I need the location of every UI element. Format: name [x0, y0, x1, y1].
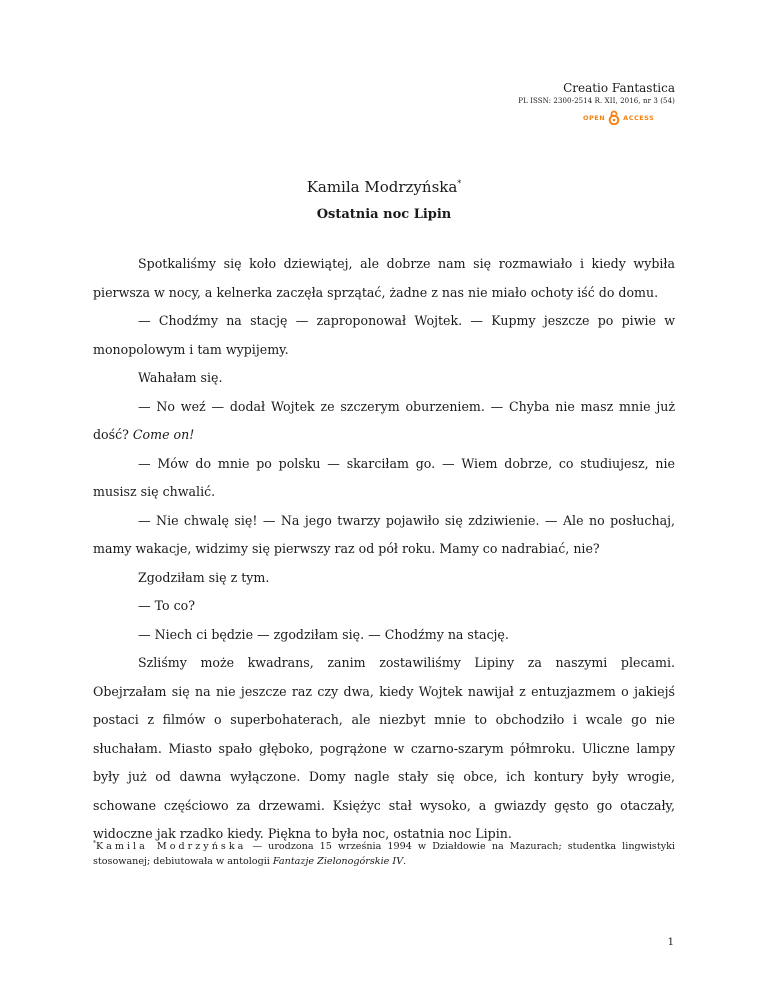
open-access-label-right: ACCESS	[623, 113, 655, 122]
paragraph-text: — No weź — dodał Wojtek ze szczerym oburzeniem. — Chyba nie masz mnie już dość?	[93, 398, 675, 442]
footnote-end: .	[403, 856, 407, 868]
footnote-text: — urodzona 15 września 1994 w Działdowie na Mazurach; studentka lingwistyki stosowanej; debiutowała w antologii	[93, 841, 675, 868]
author-footnote-marker: *	[457, 179, 462, 188]
open-access-logo	[583, 110, 654, 125]
paragraph: — Niech ci będzie — zgodziłam się. — Chodźmy na stację.	[138, 626, 509, 642]
article-body	[93, 250, 675, 849]
open-access-label-left: OPEN	[583, 113, 606, 122]
paragraph: — Nie chwalę się! — Na jego twarzy pojawiło się zdziwienie. — Ale no posłuchaj, mamy wakacje, widzimy się pierwszy raz od pół roku. Mamy co nadrabiać, nie?	[93, 512, 675, 556]
italic-phrase: Come on!	[132, 427, 195, 442]
paragraph: — Mów do mnie po polsku — skarciłam go. — Wiem dobrze, co studiujesz, nie musisz się chwalić.	[93, 455, 675, 499]
paragraph: Spotkaliśmy się koło dziewiątej, ale dobrze nam się rozmawiało i kiedy wybiła pierwsza w nocy, a kelnerka zaczęła sprzątać, żadne z nas nie miało ochoty iść do domu.	[93, 256, 675, 300]
paragraph: Zgodziłam się z tym.	[138, 569, 270, 585]
author-name-text: Kamila Modrzyńska	[306, 178, 458, 196]
footnote-anthology: Fantazje Zielonogórskie IV	[272, 856, 404, 868]
footnote	[93, 836, 675, 869]
journal-header	[518, 81, 675, 106]
paragraph	[93, 393, 675, 450]
author-name	[0, 178, 768, 196]
paragraph: — To co?	[138, 598, 195, 613]
page-number: 1	[667, 937, 674, 948]
footnote-author-name: Kamila Modrzyńska	[96, 841, 247, 853]
article-title: Ostatnia noc Lipin	[316, 207, 452, 222]
paragraph: — Chodźmy na stację — zaproponował Wojtek. — Kupmy jeszcze po piwie w monopolowym i tam wypijemy.	[93, 313, 675, 357]
footnote-marker: *	[93, 840, 96, 847]
journal-title: Creatio Fantastica	[563, 81, 675, 95]
paragraph: Wahałam się.	[138, 370, 223, 385]
open-lock-icon	[608, 110, 620, 125]
paragraph: Szliśmy może kwadrans, zanim zostawiliśmy Lipiny za naszymi plecami. Obejrzałam się na nie jeszcze raz czy dwa, kiedy Wojtek nawijał z entuzjazmem o jakiejś postaci z filmów o superbohaterach, ale niezbyt mnie to obchodziło i wcale go nie słuchałam. Miasto spało głęboko, pogrążone w czarno-szarym półmroku. Uliczne lampy były już od dawna wyłączone. Domy nagle stały się obce, ich kontury były wrogie, schowane częściowo za drzewami. Księżyc stał wysoko, a gwiazdy gęsto go otaczały, widoczne jak rzadko kiedy. Piękna to była noc, ostatnia noc Lipin.	[93, 655, 675, 841]
issn-line: PL ISSN: 2300-2514 R. XII, 2016, nr 3 (54)	[518, 97, 675, 105]
